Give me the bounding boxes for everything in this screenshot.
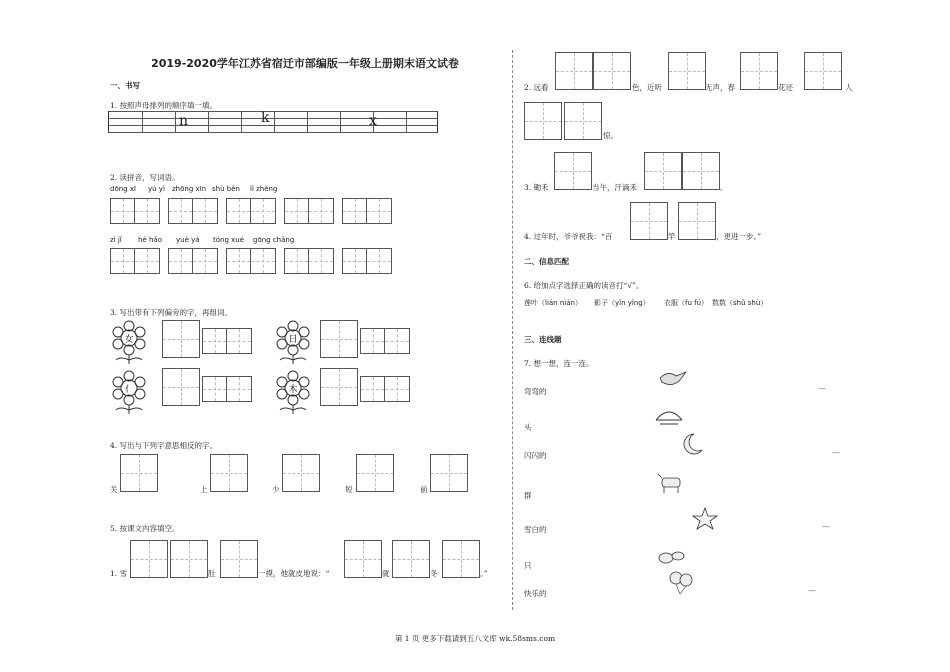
radical-label: 亻 [124, 385, 134, 395]
q5-prompt: 5. 按课文内容填空。 [110, 524, 180, 533]
answer-box[interactable] [162, 368, 200, 406]
match-dot[interactable]: — [832, 448, 840, 457]
reading-option[interactable]: 数数（shǔ shù） [712, 299, 768, 307]
opposite-char: 前 [420, 485, 428, 494]
fill-text: 花还 [778, 83, 793, 92]
column-divider [512, 50, 513, 610]
fill-text: 2. 远看 [524, 83, 549, 92]
fill-text: 就 [382, 569, 390, 578]
q7-prompt: 7. 想一想，连一连。 [524, 359, 594, 368]
fill-text: 。” [480, 569, 488, 578]
section-heading-writing: 一、书写 [110, 81, 140, 90]
radical-label: 木 [288, 385, 298, 395]
answer-box[interactable] [120, 454, 158, 492]
match-word[interactable]: 闪闪的 [524, 451, 547, 460]
opposite-char: 少 [272, 485, 280, 494]
fill-text: 冬 [430, 569, 438, 578]
radical-label: 日 [288, 335, 298, 345]
pinyin-9: tóng xué [213, 236, 245, 244]
fill-text: 肚 [208, 569, 216, 578]
answer-box[interactable] [168, 198, 218, 224]
answer-box[interactable] [360, 328, 410, 354]
match-word[interactable]: 快乐的 [524, 589, 547, 598]
letter-x: x [369, 113, 377, 129]
reading-option[interactable]: 影子（yǐn yǐng） [594, 299, 650, 307]
match-word[interactable]: 只 [524, 561, 532, 570]
answer-box[interactable] [678, 202, 716, 240]
flower-icon [274, 370, 312, 414]
answer-box[interactable] [740, 52, 778, 90]
answer-box[interactable] [644, 152, 682, 190]
answer-box[interactable] [342, 198, 392, 224]
match-word[interactable]: 雪白的 [524, 525, 547, 534]
answer-box[interactable] [130, 540, 168, 578]
flower-icon [110, 320, 148, 364]
section-heading-matching: 二、信息匹配 [524, 257, 569, 266]
fill-text: 。 [720, 183, 728, 192]
answer-box[interactable] [170, 540, 208, 578]
fill-text: 3. 锄禾 [524, 183, 549, 192]
pinyin-8: yuè yá [176, 236, 200, 244]
answer-box[interactable] [682, 152, 720, 190]
answer-box[interactable] [344, 540, 382, 578]
pinyin-2: yú yì [148, 185, 165, 193]
section-heading-connect: 三、连线题 [524, 335, 562, 344]
pinyin-4: shù běn [212, 185, 240, 193]
answer-box[interactable] [168, 248, 218, 274]
fill-text: 4. 过年时，爷爷祝我：“百 [524, 232, 613, 241]
cow-icon[interactable] [656, 470, 686, 494]
q3-prompt: 3. 写出带有下列偏旁的字，再组词。 [110, 308, 233, 317]
balloons-icon[interactable] [666, 570, 696, 594]
answer-box[interactable] [630, 202, 668, 240]
answer-box[interactable] [210, 454, 248, 492]
fill-text: 当午，汗滴禾 [592, 183, 637, 192]
fill-text: 人 [845, 83, 853, 92]
pinyin-6: zì jǐ [110, 236, 122, 244]
answer-box[interactable] [668, 52, 706, 90]
answer-box[interactable] [524, 102, 562, 140]
answer-box[interactable] [430, 454, 468, 492]
q2-prompt: 2. 读拼音，写词语。 [110, 173, 180, 182]
fill-text: 一摸，他就皮地说：“ [258, 569, 330, 578]
answer-box[interactable] [226, 198, 276, 224]
letter-k: k [261, 110, 270, 126]
flower-icon [274, 320, 312, 364]
answer-box[interactable] [360, 376, 410, 402]
answer-box[interactable] [162, 320, 200, 358]
q4-prompt: 4. 写出与下列字意思相反的字。 [110, 441, 218, 450]
answer-box[interactable] [356, 454, 394, 492]
four-line-grid [108, 111, 438, 133]
pinyin-1: dōng xī [110, 185, 136, 193]
answer-box[interactable] [284, 248, 334, 274]
pinyin-3: zhōng xīn [172, 185, 207, 193]
answer-box[interactable] [320, 368, 358, 406]
pinyin-10: gōng chǎng [253, 236, 295, 244]
ducks-icon[interactable] [656, 544, 686, 568]
reading-option[interactable]: 莲叶（lián nián） [524, 299, 582, 307]
answer-box[interactable] [564, 102, 602, 140]
answer-box[interactable] [220, 540, 258, 578]
answer-box[interactable] [110, 248, 160, 274]
bird-icon[interactable] [658, 368, 688, 392]
match-word[interactable]: 弯弯的 [524, 387, 547, 396]
answer-box[interactable] [392, 540, 430, 578]
pinyin-7: hé hǎo [138, 236, 162, 244]
fill-text: 色，近听 [632, 83, 662, 92]
q1-prompt: 1. 按照声母排列的顺序填一填。 [110, 101, 218, 110]
opposite-char: 上 [200, 485, 208, 494]
answer-box[interactable] [804, 52, 842, 90]
fill-text: 惊。 [603, 131, 618, 140]
opposite-char: 短 [345, 485, 353, 494]
fill-text: ，更进一步。” [716, 232, 762, 241]
match-word[interactable]: 群 [524, 491, 532, 500]
page-title: 2019-2020学年江苏省宿迁市部编版一年级上册期末语文试卷 [151, 57, 459, 70]
moon-icon[interactable] [676, 432, 706, 456]
answer-box[interactable] [442, 540, 480, 578]
answer-box[interactable] [110, 198, 160, 224]
answer-box[interactable] [202, 376, 252, 402]
fill-text: 1. 雪 [110, 569, 128, 578]
answer-box[interactable] [342, 248, 392, 274]
match-dot[interactable]: — [818, 384, 826, 393]
answer-box[interactable] [320, 320, 358, 358]
answer-box[interactable] [282, 454, 320, 492]
radical-label: 女 [124, 335, 134, 345]
star-icon[interactable] [690, 506, 720, 530]
bridge-icon[interactable] [654, 402, 684, 426]
fill-text: 竿 [668, 232, 676, 241]
answer-box[interactable] [593, 52, 631, 90]
flower-icon [110, 370, 148, 414]
answer-box[interactable] [202, 328, 252, 354]
q6-prompt: 6. 给加点字选择正确的读音打“√”。 [524, 281, 644, 290]
match-dot[interactable]: — [808, 586, 816, 595]
page-footer: 第 1 页 更多下载请到五八文库 wk.58sms.com [394, 634, 556, 643]
answer-box[interactable] [554, 152, 592, 190]
letter-n: n [179, 113, 189, 129]
reading-option[interactable]: 衣服（fu fú） [664, 299, 709, 307]
match-word[interactable]: 头 [524, 423, 532, 432]
answer-box[interactable] [284, 198, 334, 224]
pinyin-5: lì zhèng [250, 185, 278, 193]
match-dot[interactable]: — [822, 522, 830, 531]
answer-box[interactable] [226, 248, 276, 274]
answer-box[interactable] [555, 52, 593, 90]
opposite-char: 关 [110, 485, 118, 494]
fill-text: 无声，春 [705, 83, 735, 92]
